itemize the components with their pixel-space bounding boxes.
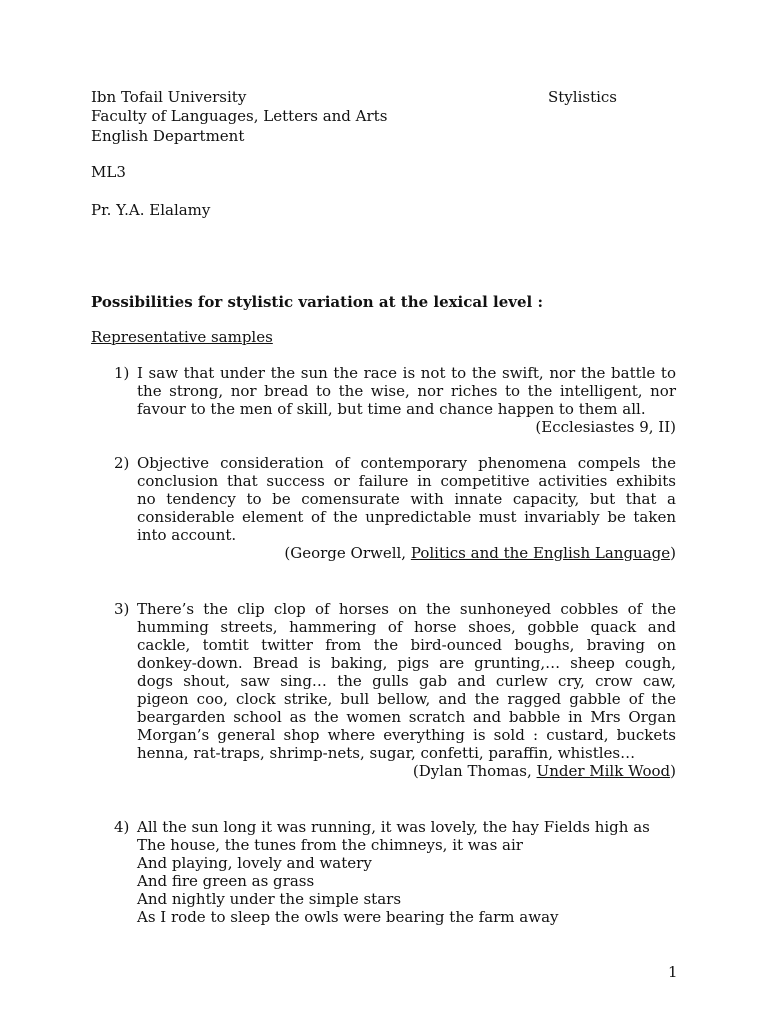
sample-source (137, 762, 676, 780)
poem-line: And nightly under the simple stars (137, 890, 402, 908)
source-author: (Dylan Thomas, (412, 762, 537, 780)
professor-name: Pr. Y.A. Elalamy (91, 201, 211, 219)
text-line: pigeon coo, clock strike, bull bellow, and the ragged gabble of the (137, 690, 676, 708)
section-subheading: Representative samples (91, 328, 273, 346)
text-line: I saw that under the sun the race is not to the swift, nor the battle to (137, 364, 676, 382)
sample-source (137, 544, 676, 562)
sample-1-text (137, 364, 676, 436)
level-label: ML3 (91, 163, 126, 181)
text-line: Objective consideration of contemporary phenomena compels the (137, 454, 676, 472)
source-close: ) (670, 544, 676, 562)
sample-3-text (137, 600, 676, 780)
sample-2-text (137, 454, 676, 562)
poem-line: The house, the tunes from the chimneys, it was air (137, 836, 523, 854)
text-line: favour to the men of skill, but time and chance happen to them all. (137, 400, 646, 418)
page-number: 1 (668, 963, 678, 981)
text-line: into account. (137, 526, 237, 544)
sample-number: 2) (114, 454, 130, 472)
poem-line: All the sun long it was running, it was lovely, the hay Fields high as (137, 818, 650, 836)
poem-line: And fire green as grass (137, 872, 315, 890)
text-line: beargarden school as the women scratch and babble in Mrs Organ (137, 708, 676, 726)
faculty-name: Faculty of Languages, Letters and Arts (91, 107, 388, 125)
text-line: donkey-down. Bread is baking, pigs are grunting,… sheep cough, (137, 654, 676, 672)
source-close: ) (670, 762, 676, 780)
source-title: Politics and the English Language (410, 544, 671, 562)
sample-4-poem (137, 818, 650, 926)
text-line: Morgan’s general shop where everything is sold : custard, buckets (137, 726, 676, 744)
source-title: Under Milk Wood (536, 762, 671, 780)
sample-number: 4) (114, 818, 130, 836)
text-line: the strong, nor bread to the wise, nor riches to the intelligent, nor (137, 382, 676, 400)
text-line: considerable element of the unpredictable must invariably be taken (137, 508, 676, 526)
text-line: henna, rat-traps, shrimp-nets, sugar, confetti, paraffin, whistles… (137, 744, 636, 762)
text-line: conclusion that success or failure in competitive activities exhibits (137, 472, 676, 490)
text-line: cackle, tomtit twitter from the bird-ounced boughs, braving on (137, 636, 676, 654)
source-author: (George Orwell, (284, 544, 411, 562)
text-line: dogs shout, saw sing… the gulls gab and curlew cry, crow caw, (137, 672, 676, 690)
sample-number: 1) (114, 364, 130, 382)
poem-line: And playing, lovely and watery (137, 854, 372, 872)
text-line: humming streets, hammering of horse shoes, gobble quack and (137, 618, 676, 636)
university-name: Ibn Tofail University (91, 88, 247, 106)
section-heading: Possibilities for stylistic variation at the lexical level : (91, 293, 543, 311)
text-line: There’s the clip clop of horses on the sunhoneyed cobbles of the (137, 600, 676, 618)
poem-line: As I rode to sleep the owls were bearing the farm away (137, 908, 559, 926)
sample-source: (Ecclesiastes 9, II) (535, 418, 676, 436)
department-name: English Department (91, 127, 245, 145)
text-line: no tendency to be comensurate with innate capacity, but that a (137, 490, 676, 508)
course-name: Stylistics (548, 88, 617, 106)
sample-number: 3) (114, 600, 130, 618)
